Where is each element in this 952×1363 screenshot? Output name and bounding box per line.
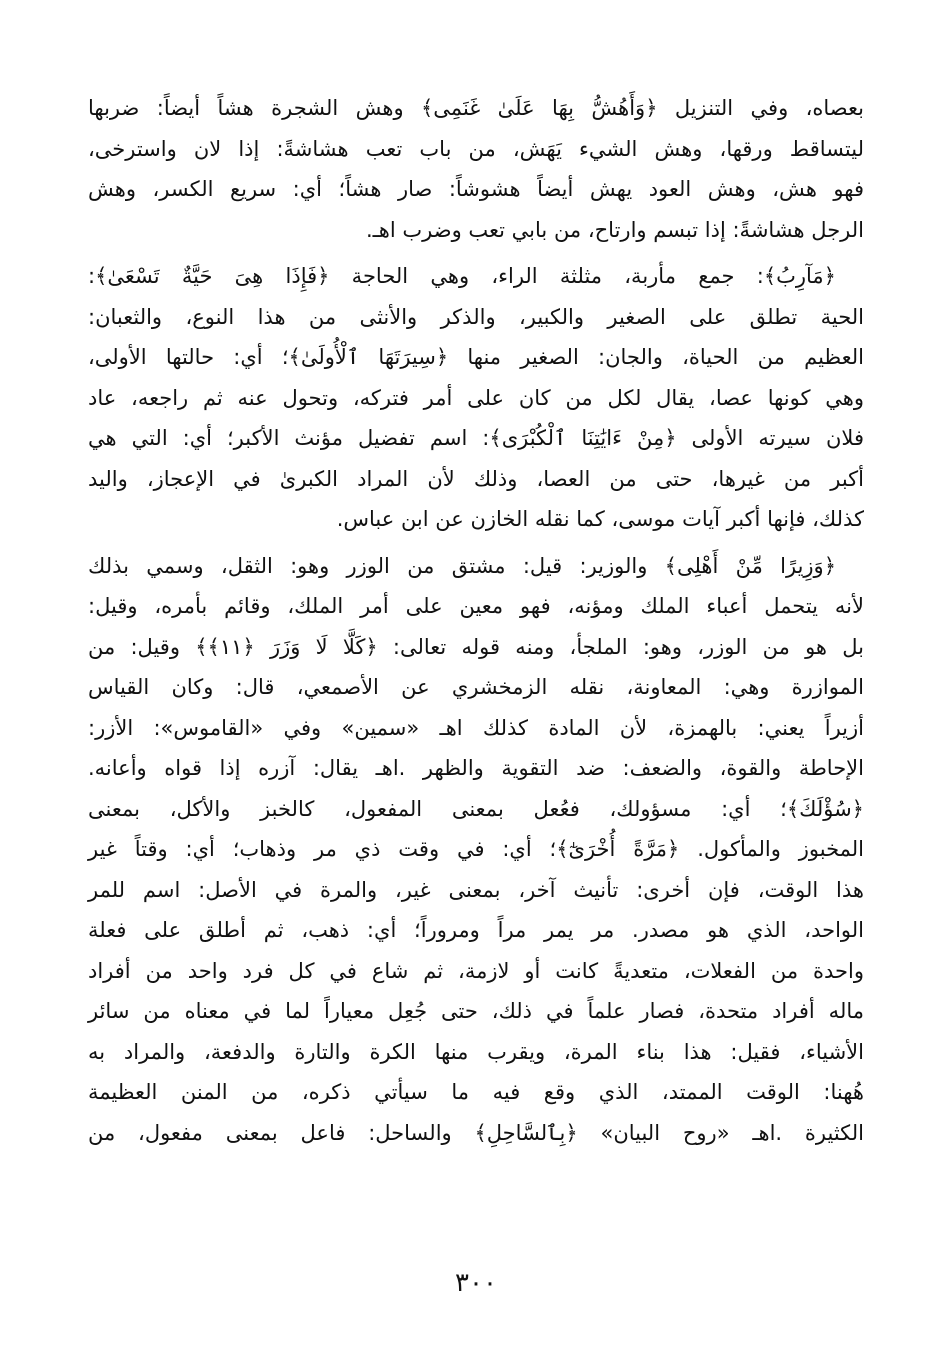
text-line: الكثيرة .اهـ «روح البيان» ﴿بِٱلسَّاحِلِ﴾ والساحل: فاعل بمعنى مفعول، من — [88, 1120, 864, 1145]
text-line: بل هو من الوزر، وهو: الملجأ، ومنه قوله تعالى: ﴿كَلَّا لَا وَزَرَ ﴿١١﴾﴾ وقيل: من — [88, 634, 865, 659]
text-line: ماله أفراد متحدة، فصار علماً في ذلك، حتى جُعِل معياراً لما في معناه من سائر — [88, 999, 864, 1023]
body-text — [88, 88, 864, 1153]
text-line: ﴿مَآرِبُ﴾: جمع مأربة، مثلثة الراء، وهي الحاجة ﴿فَإِذَا هِىَ حَيَّةٌ تَسْعَىٰ﴾: — [88, 264, 836, 288]
text-line: واحدة من الفعلات، متعديةً كانت أو لازمة، ثم شاع في كل فرد واحد من أفراد — [88, 958, 864, 983]
text-line: الرجل هشاشةً: إذا تبسم وارتاح، من بابي تعب وضرب اهـ. — [365, 217, 864, 242]
paragraph-1 — [88, 88, 864, 250]
text-line: كذلك، فإنها أكبر آيات موسى، كما نقله الخازن عن ابن عباس. — [336, 507, 864, 531]
text-line: هُهنا: الوقت الممتد، الذي وقع فيه ما سيأتي ذكره، من المنن العظيمة — [88, 1080, 864, 1104]
text-line: وهي كونها عصا، يقال لكل من كان على أمر فتركه، وتحول عنه ثم راجعه، عاد — [88, 385, 864, 410]
text-line: الواحد، الذي هو مصدر. مر يمر مراً ومروراً؛ أي: ذهب، ثم أطلق على فعلة — [88, 918, 864, 942]
text-line: بعصاه، وفي التنزيل ﴿وَأَهُشُّ بِهَا عَلَىٰ غَنَمِى﴾ وهش الشجرة هشاً أيضاً: ضربها — [88, 96, 864, 120]
text-line: فلان سيرته الأولى ﴿مِنْ ءَايَٰتِنَا ٱلْكُبْرَى﴾: اسم تفضيل مؤنث الأكبر؛ أي: التي هي — [88, 426, 864, 450]
text-line: لأنه يتحمل أعباء الملك ومؤنه، فهو معين على أمر الملك، وقائم بأمره، وقيل: — [88, 594, 864, 618]
page-number: ٣٠٠ — [455, 1268, 497, 1298]
text-line: المخبوز والمأكول. ﴿مَرَّةً أُخْرَىٰٓ﴾؛ أي: في وقت ذي مر وذهاب؛ أي: وقتاً غير — [88, 837, 864, 861]
text-line: العظيم من الحياة، والجان: الصغير منها ﴿سِيرَتَهَا ٱلْأُولَىٰ﴾؛ أي: حالتها الأولى، — [88, 345, 864, 369]
text-line: الحية تطلق على الصغير والكبير، والذكر والأنثى من هذا النوع، والثعبان: — [88, 304, 864, 329]
text-line: الأشياء، فقيل: هذا بناء المرة، ويقرب منها الكرة والتارة والدفعة، والمراد به — [88, 1039, 864, 1064]
text-line: ﴿وَزِيرًا مِّنْ أَهْلِى﴾ والوزير: قيل: مشتق من الوزر وهو: الثقل، وسمي بذلك — [88, 553, 836, 578]
text-line: أكبر من غيرها، حتى من العصا، وذلك لأن المراد الكبرىٰ في الإعجاز، واليد — [88, 466, 864, 491]
paragraph-3 — [88, 546, 864, 1154]
text-line: الإحاطة والقوة، والضعف: ضد التقوية والظهر .اهـ يقال: آزره إذا قواه وأعانه. — [88, 756, 864, 780]
text-line: الموازرة وهي: المعاونة، نقله الزمخشري عن الأصمعي، قال: وكان القياس — [88, 675, 864, 699]
paragraph-2 — [88, 256, 864, 540]
text-line: فهو هش، وهش العود يهش أيضاً هشوشاً: صار هشاً؛ أي: سريع الكسر، وهش — [88, 177, 864, 201]
text-line: هذا الوقت، فإن أخرى: تأنيث آخر، بمعنى غير، والمرة في الأصل: اسم للمر — [88, 877, 864, 902]
text-line: ليتساقط ورقها، وهش الشيء يَهَش، من باب تعب هشاشةً: إذا لان واسترخى، — [88, 136, 864, 161]
text-line: ﴿سُؤْلَكَ﴾؛ أي: مسؤولك، فعُعل بمعنى المفعول، كالخبز والأكل، بمعنى — [88, 796, 864, 821]
text-line: أزيراً يعني: بالهمزة، لأن المادة كذلك اهـ «سمين» وفي «القاموس»: الأزر: — [88, 715, 864, 740]
